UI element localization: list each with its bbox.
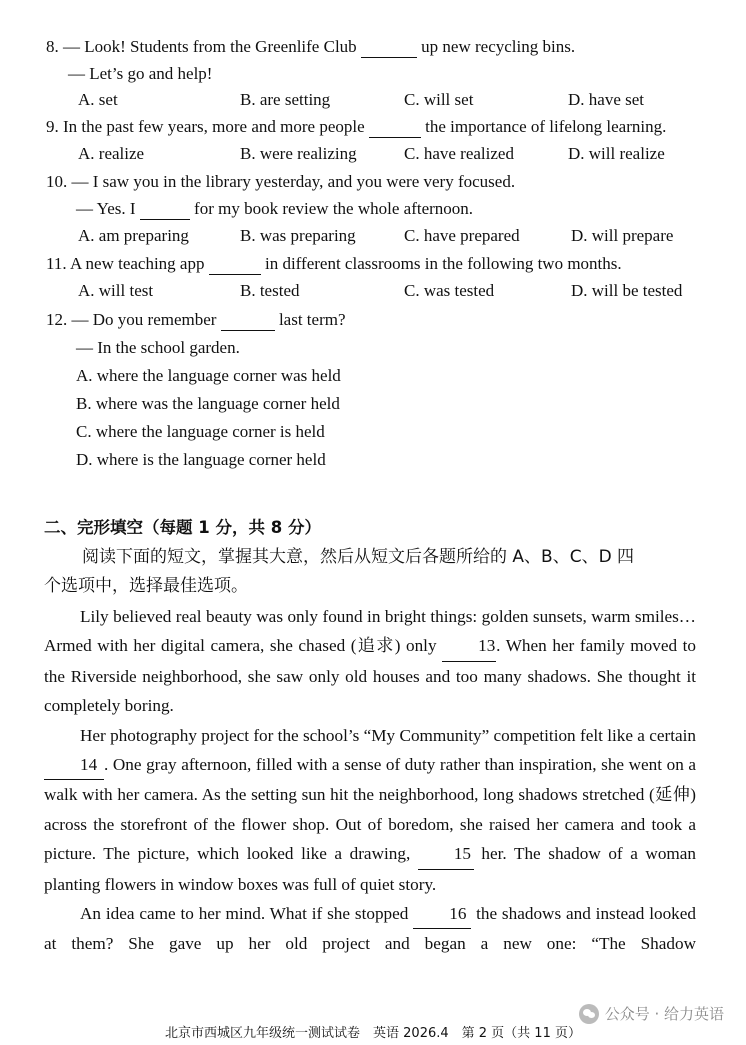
passage-text: . When her family moved to the Riverside neighborhood, she saw only old houses and too many shadows. She thought it completely boring.: [44, 636, 697, 716]
option-c: C. have prepared: [404, 226, 520, 245]
question-text: — Look! Students from the Greenlife Club: [63, 37, 357, 56]
cloze-blank-14: 14: [44, 750, 104, 780]
passage-text: An idea came to her mind. What if she stopped: [80, 904, 409, 924]
option-b: B. tested: [240, 281, 300, 300]
question-12-stem: [46, 310, 346, 331]
question-number: 8.: [46, 37, 59, 56]
question-11-stem: [46, 254, 622, 275]
passage-text: her. The shadow of a woman planting flowers in window boxes was full of quiet story.: [44, 844, 697, 894]
question-8-stem: [46, 37, 575, 58]
section-instruction: 阅读下面的短文，掌握其大意，然后从短文后各题所给的 A、B、C、D 四: [82, 547, 635, 567]
passage-paragraph: [44, 721, 696, 899]
watermark-text: 公众号 · 给力英语: [604, 1005, 724, 1023]
option-d: D. will realize: [568, 144, 665, 163]
option-b: B. was preparing: [240, 226, 356, 245]
question-number: 9.: [46, 117, 59, 136]
passage: [44, 602, 696, 959]
question-text: — Do you remember: [71, 310, 217, 329]
passage-text: Her photography project for the school’s “My Community” competition felt like a certain: [80, 725, 696, 745]
question-number: 12.: [46, 310, 68, 329]
option-d: D. where is the language corner held: [76, 450, 326, 469]
cloze-blank-16: 16: [413, 899, 471, 929]
cloze-blank-15: 15: [418, 839, 474, 869]
question-number: 10.: [46, 172, 68, 191]
question-12-reply: — In the school garden.: [76, 338, 240, 357]
option-d: D. will prepare: [571, 226, 674, 245]
option-b: B. where was the language corner held: [76, 394, 340, 413]
question-text: last term?: [278, 310, 346, 329]
passage-text: Lily believed real beauty was only found in bright things: golden sunsets, warm smiles… Armed with her digital camera, she chased (追求) only: [44, 607, 696, 656]
option-b: B. are setting: [240, 90, 331, 109]
cloze-blank-13: 13: [442, 631, 496, 661]
question-text: up new recycling bins.: [421, 37, 576, 56]
passage-paragraph: [44, 899, 696, 959]
option-a: A. will test: [78, 281, 154, 300]
passage-text: the shadows and instead looked at them? She gave up her old project and began a new one: “The Shadow: [44, 904, 696, 954]
answer-blank: [140, 199, 190, 220]
question-text: for my book review the whole afternoon.: [194, 199, 474, 218]
option-c: C. have realized: [404, 144, 514, 163]
section-heading: 二、完形填空（每题 1 分，共 8 分）: [44, 518, 321, 537]
question-text: the importance of lifelong learning.: [425, 117, 667, 136]
question-8-reply: — Let’s go and help!: [68, 64, 213, 83]
question-number: 11.: [46, 254, 67, 273]
page-footer: 北京市西城区九年级统一测试试卷 英语 2026.4 第 2 页（共 11 页）: [165, 1026, 581, 1041]
option-a: A. am preparing: [78, 226, 189, 245]
question-10-reply: [76, 199, 473, 220]
question-text: in different classrooms in the following two months.: [264, 254, 622, 273]
answer-blank: [369, 117, 421, 138]
option-a: A. where the language corner was held: [76, 366, 341, 385]
option-a: A. realize: [78, 144, 145, 163]
question-text: — Yes. I: [76, 199, 136, 218]
question-9-stem: [46, 117, 666, 138]
answer-blank: [221, 310, 275, 331]
passage-text: . One gray afternoon, filled with a sense of duty rather than inspiration, she went on a walk with her camera. As the setting sun hit the neighborhood, long shadows stretched (延伸) across the storefront of the flower shop. Out of boredom, she raised her camera and took a picture. The picture, which looked like a drawing,: [44, 755, 696, 864]
question-10-stem: [46, 172, 515, 192]
question-text: A new teaching app: [69, 254, 205, 273]
watermark: [579, 1003, 724, 1024]
option-b: B. were realizing: [240, 144, 357, 163]
option-a: A. set: [78, 90, 118, 109]
answer-blank: [361, 37, 417, 58]
question-text: — I saw you in the library yesterday, and you were very focused.: [71, 172, 516, 191]
option-c: C. will set: [404, 90, 474, 109]
option-c: C. was tested: [404, 281, 495, 300]
passage-paragraph: [44, 602, 696, 721]
answer-blank: [209, 254, 261, 275]
wechat-icon: [579, 1004, 599, 1024]
question-text: In the past few years, more and more people: [63, 117, 365, 136]
section-instruction: 个选项中，选择最佳选项。: [44, 576, 248, 596]
option-d: D. will be tested: [571, 281, 683, 300]
option-d: D. have set: [568, 90, 645, 109]
option-c: C. where the language corner is held: [76, 422, 325, 441]
